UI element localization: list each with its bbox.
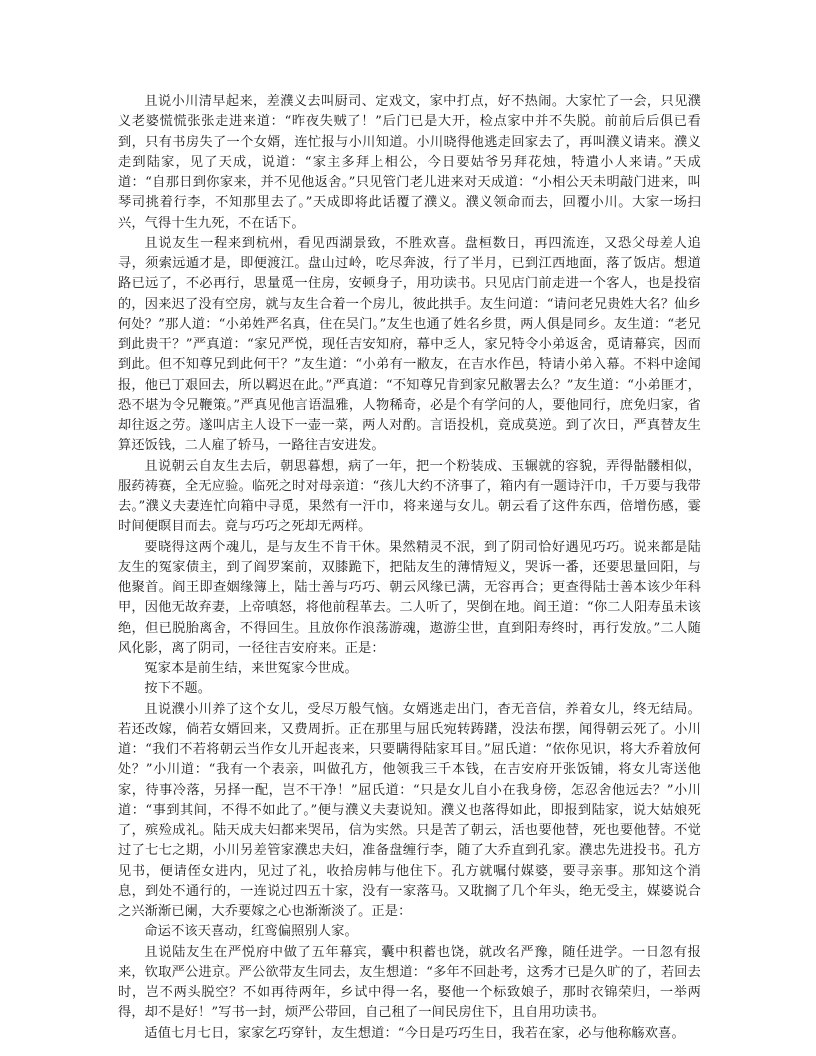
paragraph-6: 且说濮小川养了这个女儿，受尽万般气恼。女婿逃走出门，杳无音信，养着女儿，终无结局。若还改嫁，倘若女婿回来，又费周折。正在那里与屈氏宛转踌躇，没法布摆，闻得朝云死了。小川道：“我们不若将朝云当作女儿开起丧来，只要瞒得陆家耳目。”屈氏道：“依你见识，将大乔着放何处？”小川道：“我有一个表亲，叫做孔方，他领我三千本钱，在吉安府开张饭铺，将女儿寄送他家，待事冷落，另择一配，岂不干净！”屈氏道：“只是女儿自小在我身傍，怎忍舍他远去？”小川道：“事到其间，不得不如此了。”便与濮义夫妻说知。濮义也落得如此，即报到陆家，说大姑娘死了，殡殓成礼。陆天成夫妇都来哭吊，信为实然。只是苦了朝云，活也要他替，死也要他替。不觉过了七七之期，小川另差管家濮忠夫妇，准备盘缠行李，随了大乔直到孔家。濮忠先进投书。孔方见书，便请侄女进内，见过了礼，收拾房帏与他住下。孔方就嘱付媒婆，要寻亲事。那知这个消息，到处不通行的，一连说过四五十家，没有一家落马。又耽搁了几个年头，绝无受主，媒婆说合之兴渐渐已阑，大乔要嫁之心也渐渐淡了。正是： [118,701,701,919]
paragraph-5: 按下不题。 [144,681,212,697]
verse-line-1: 冤家本是前生结，来世冤家今世成。 [144,661,358,676]
verse-line-2: 命运不该天喜动，红鸾偏照别人家。 [144,924,358,940]
paragraph-7: 且说陆友生在严悦府中做了五年幕宾，囊中积蓄也饶，就改名严豫，随任进学。一日忽有报来，钦取严公进京。严公欲带友生同去，友生想道：“多年不回赴考，这秀才已是久旷的了，若回去时，岂不两头脱空？不如再待两年，乡试中得一名，娶他一个标致娘子，那时衣锦荣归，一举两得，却不是好！”写书一封，烦严公带回，自己租了一间民房住下，且自用功读书。 [118,944,701,1021]
paragraph-3: 且说朝云自友生去后，朝思暮想，病了一年，把一个粉装成、玉辗就的容貌，弄得骷髅相似，服药祷赛，全无应验。临死之时对母亲道：“孩儿大约不济事了，箱内有一题诗汗巾，千万要与我带去。”濮义夫妻连忙向箱中寻觅，果然有一汗巾，将来递与女儿。朝云看了这件东西，倍增伤感，霎时间便瞑目而去。竟与巧巧之死却无两样。 [118,458,701,535]
paragraph-2: 且说友生一程来到杭州，看见西湖景致，不胜欢喜。盘桓数日，再四流连，又恐父母差人追寻，须索远遁才是，即便渡江。盘山过岭，吃尽奔波，行了半月，已到江西地面，落了饭店。想道路已远了，不必再行，思量觅一住房，安顿身子，用功读书。只见店门前走进一个客人，也是投宿的，因来迟了没有空房，就与友生合着一个房儿，彼此拱手。友生问道：“请问老兄贵姓大名？仙乡何处？”那人道：“小弟姓严名真，住在吴门。”友生也通了姓名乡贯，两人俱是同乡。友生道：“老兄到此贵干？”严真道：“家兄严悦，现任吉安知府，幕中乏人，家兄特令小弟返舍，觅请幕宾，因而到此。但不知尊兄到此何干？”友生道：“小弟有一敝友，在吉水作邑，特请小弟入幕。不料中途闻报，他已丁艰回去，所以羁迟在此。”严真道：“不知尊兄肯到家兄敝署去么？”友生道：“小弟匪才，恐不堪为令兄鞭策。”严真见他言语温雅，人物稀奇，必是个有学问的人，要他同行，庶免归家，省却往返之劳。遂叫店主人设下一壶一菜，两人对酌。言语投机，竟成莫逆。到了次日，严真替友生算还饭钱，二人雇了轿马，一路往吉安进发。 [118,235,701,454]
paragraph-4: 要晓得这两个魂儿，是与友生不肯干休。果然精灵不泯，到了阴司恰好遇见巧巧。说来都是陆友生的冤家债主，到了阎罗案前，双膝跪下，把陆友生的薄情短义，哭诉一番，还要思量回阳，与他聚首。阎王即查姻缘簿上，陆士善与巧巧、朝云风缘已满，无容再合；更查得陆士善本该少年科甲，因他无故弃妻，上帝嗔怒，将他前程革去。二人听了，哭倒在地。阎王道：“你二人阳寿虽未该绝，但已脱胎离舍，不得回生。且放你作浪荡游魂，遨游尘世，直到阳寿终时，再行发放。”二人随风化影，离了阴司，一径往吉安府来。正是： [118,539,701,656]
document-page [118,92,701,1044]
paragraph-8: 适值七月七日，家家乞巧穿针，友生想道：“今日是巧巧生日，我若在家，必与他称觞欢喜。 [144,1025,685,1041]
paragraph-1: 且说小川清早起来，差濮义去叫厨司、定戏文，家中打点，好不热闹。大家忙了一会，只见濮义老婆慌慌张张走进来道：“昨夜失贼了！”后门已是大开，检点家中并不失脱。前前后后俱已看到，只有书房失了一个女婿，连忙报与小川知道。小川晓得他逃走回家去了，再叫濮义请来。濮义走到陆家，见了天成，说道：“家主多拜上相公，今日要姑爷另拜花烛，特遣小人来请。”天成道：“自那日到你家来，并不见他返舍。”只见管门老儿进来对天成道：“小相公天未明敲门进来，叫琴司挑着行李，不知那里去了。”天成即将此话覆了濮义。濮义领命而去，回覆小川。大家一场扫兴，气得十生九死，不在话下。 [118,94,701,231]
